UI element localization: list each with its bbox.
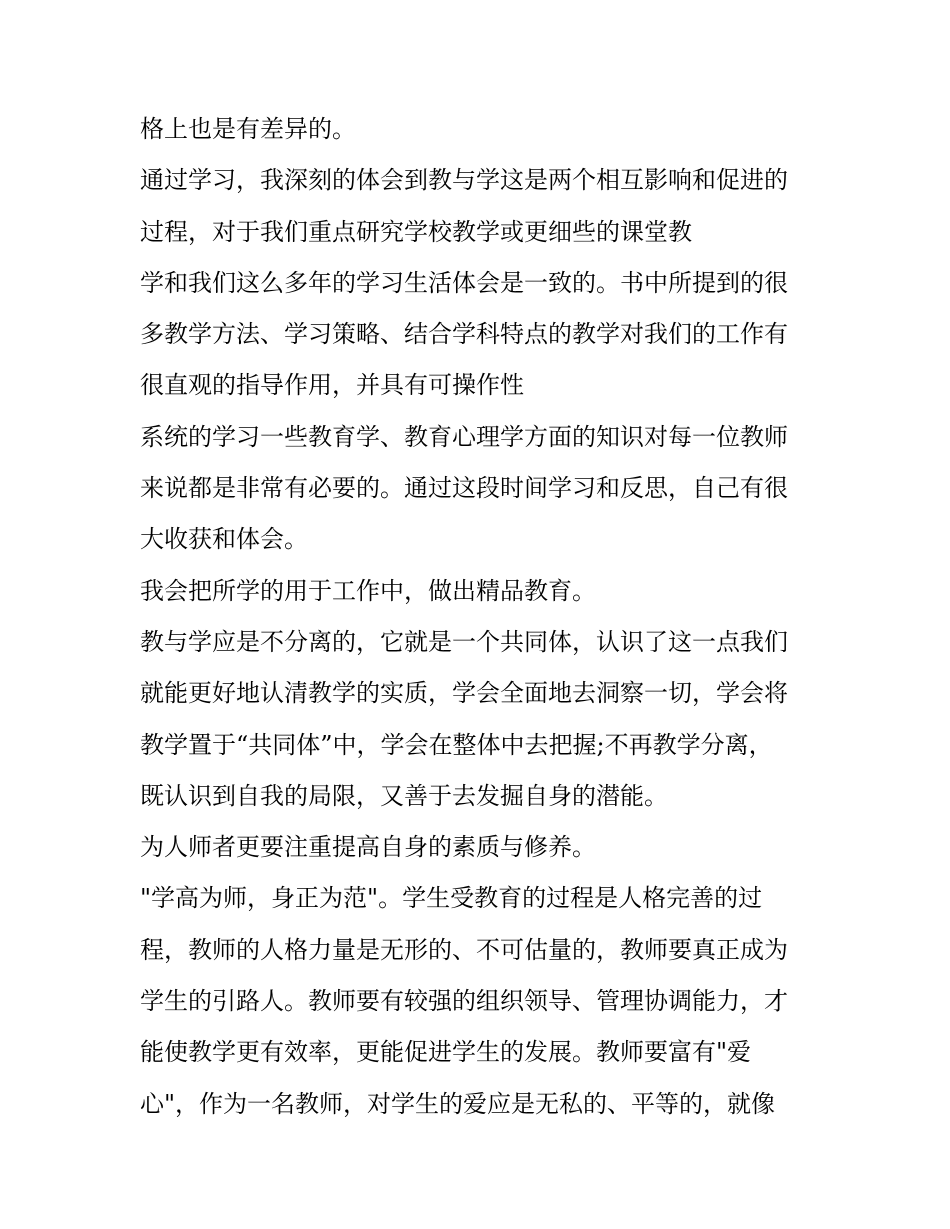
text-line: 心"，作为一名教师，对学生的爱应是无私的、平等的，就像 [140, 1089, 776, 1118]
text-line: 格上也是有差异的。 [140, 115, 356, 143]
text-line: 程，教师的人格力量是无形的、不可估量的，教师要真正成为 [140, 935, 788, 964]
text-line: "学高为师，身正为范"。学生受教育的过程是人格完善的过 [140, 884, 763, 913]
text-line: 既认识到自我的局限，又善于去发掘自身的潜能。 [140, 781, 668, 810]
text-line: 就能更好地认清教学的实质，学会全面地去洞察一切，学会将 [140, 679, 788, 708]
text-line: 多教学方法、学习策略、结合学科特点的教学对我们的工作有 [140, 320, 788, 349]
text-line: 我会把所学的用于工作中，做出精品教育。 [140, 576, 596, 605]
text-line: 学和我们这么多年的学习生活体会是一致的。书中所提到的很 [140, 268, 788, 297]
text-line: 来说都是非常有必要的。通过这段时间学习和反思，自己有很 [140, 474, 788, 503]
text-line: 大收获和体会。 [140, 525, 308, 554]
text-line: 教与学应是不分离的，它就是一个共同体，认识了这一点我们 [140, 627, 788, 656]
text-line: 为人师者更要注重提高自身的素质与修养。 [140, 833, 596, 862]
text-line: 系统的学习一些教育学、教育心理学方面的知识对每一位教师 [140, 422, 788, 451]
text-line: 通过学习，我深刻的体会到教与学这是两个相互影响和促进的 [140, 166, 788, 195]
text-line: 教学置于“共同体”中，学会在整体中去把握;不再教学分离， [140, 730, 773, 759]
text-line: 学生的引路人。教师要有较强的组织领导、管理协调能力，才 [140, 987, 788, 1016]
text-line: 很直观的指导作用，并具有可操作性 [140, 371, 524, 400]
text-line: 过程，对于我们重点研究学校教学或更细些的课堂教 [140, 217, 692, 246]
text-line: 能使教学更有效率，更能促进学生的发展。教师要富有"爱 [140, 1038, 752, 1067]
body-text [140, 104, 820, 1130]
